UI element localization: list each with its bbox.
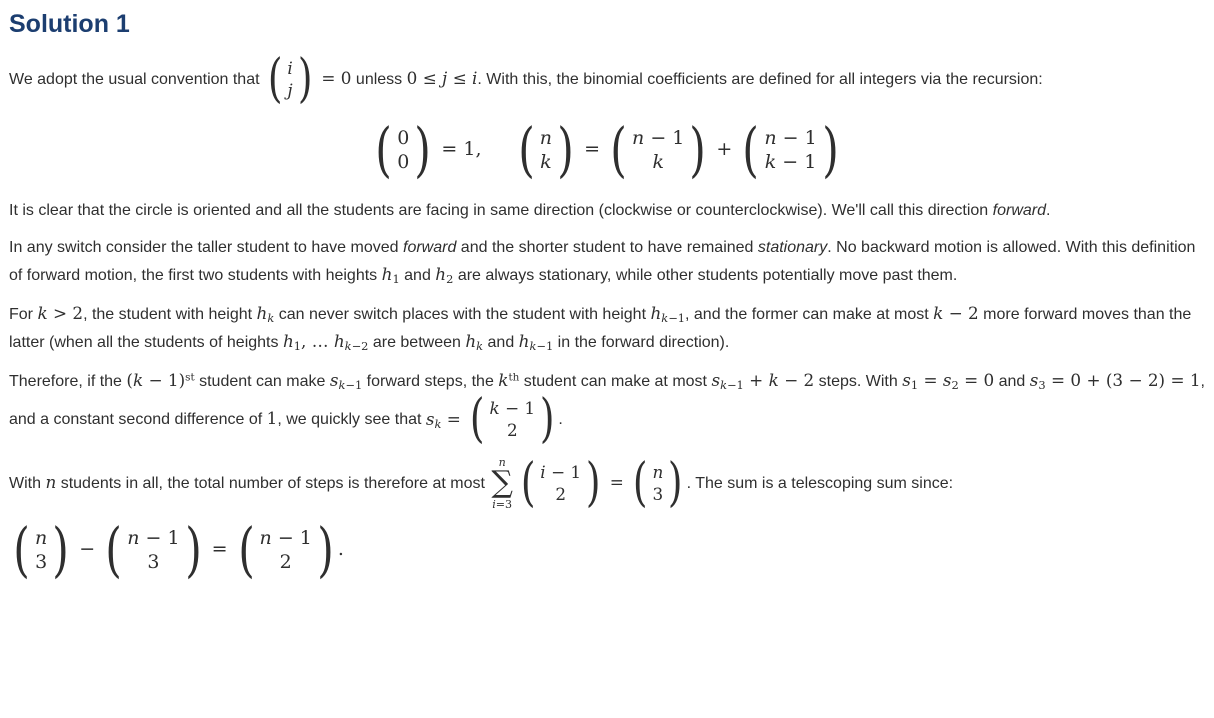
inline-math: $h_k$ bbox=[256, 303, 275, 326]
equation-math: ( n 3 ) − ( n − 1 3 ) = ( n − 1 2 ) . bbox=[13, 515, 344, 585]
italic-text: forward bbox=[992, 202, 1046, 220]
paragraph-convention: We adopt the usual convention that ( i j ) = 0 unless 0 ≤ j ≤ i. With this, the binomial coefficients are defined for all integers via the recursion: bbox=[9, 49, 1043, 109]
inline-math: n ∑ i=3 ( i − 1 2 ) = ( n 3 ) bbox=[491, 452, 683, 513]
inline-math: $s_{k-1}$ bbox=[329, 370, 363, 393]
paragraph-steps-recursion: Therefore, if the $(k - 1)^{st}$ student can make $s_{k-1}$ forward steps, the $k^{th}$ student can make at most $s_{k-1} + k - 2$ steps. With $s_1 = s_2 = 0$ and $s_3 = 0 + (3 - 2) = 1$, and a constant second difference of 1, we quickly see that $s_k$ = ( k − 1 2 ) . bbox=[9, 370, 1205, 450]
paragraph-switch-definition: In any switch consider the taller student to have moved forward and the shorter student to have remained stationary. No backward motion is allowed. With this definition of forward motion, the first two students with heights $h_1$ and $h_2$ are always stationary, while other students potentially move past them. bbox=[9, 239, 1196, 287]
equation-math: ( 0 0 ) = 1, ( n k ) = ( n − 1 k ) + ( n − 1 k − 1 ) bbox=[375, 115, 839, 185]
inline-math: $(k - 1)^{st}$ bbox=[126, 370, 195, 391]
inline-math: $k^{th}$ bbox=[498, 370, 520, 391]
inline-math: $s_k$ = ( k − 1 2 ) bbox=[425, 389, 555, 450]
inline-math: $h_1$ bbox=[381, 264, 400, 287]
inline-math: n bbox=[45, 472, 57, 493]
inline-math: $s_3 = 0 + (3 - 2) = 1$ bbox=[1029, 370, 1201, 393]
inline-math: k − 2 bbox=[933, 303, 979, 324]
inline-math: $h_{k-1}$ bbox=[518, 331, 554, 354]
inline-math: k > 2 bbox=[37, 303, 84, 324]
paragraph-orientation: It is clear that the circle is oriented and all the students are facing in same direction (clockwise or counterclockwise). We'll call this direction forward. bbox=[9, 202, 1051, 220]
display-equation-recursion bbox=[9, 115, 1205, 185]
italic-text: forward bbox=[403, 239, 457, 257]
inline-math: $h_2$ bbox=[435, 264, 454, 287]
display-equation-telescoping bbox=[9, 515, 1205, 585]
inline-math: ( i j ) = 0 bbox=[267, 49, 352, 109]
solution-body bbox=[9, 49, 1205, 585]
paragraph-total-steps: With n students in all, the total number of steps is therefore at most n ∑ i=3 ( i − 1 2 ) = ( n 3 ) . The sum is a telescoping sum since: bbox=[9, 452, 954, 513]
inline-math: $h_1$, … $h_{k-2}$ bbox=[282, 331, 369, 354]
inline-math: $s_{k-1} + k - 2$ bbox=[711, 370, 815, 393]
paragraph-k-greater-2: For k > 2, the student with height $h_k$ can never switch places with the student with height $h_{k-1}$, and the former can make at most k − 2 more forward moves than the latter (when all the students of heights $h_1$, … $h_{k-2}$ are between $h_k$ and $h_{k-1}$ in the forward direction). bbox=[9, 303, 1192, 354]
italic-text: stationary bbox=[757, 239, 828, 257]
inline-math: $h_k$ bbox=[465, 331, 484, 354]
inline-math: 0 ≤ j ≤ i bbox=[406, 68, 478, 89]
inline-math: $s_1 = s_2 = 0$ bbox=[902, 370, 995, 393]
inline-math: $h_{k-1}$ bbox=[650, 303, 686, 326]
inline-math: 1 bbox=[266, 408, 278, 429]
solution-heading: Solution 1 bbox=[9, 10, 130, 38]
